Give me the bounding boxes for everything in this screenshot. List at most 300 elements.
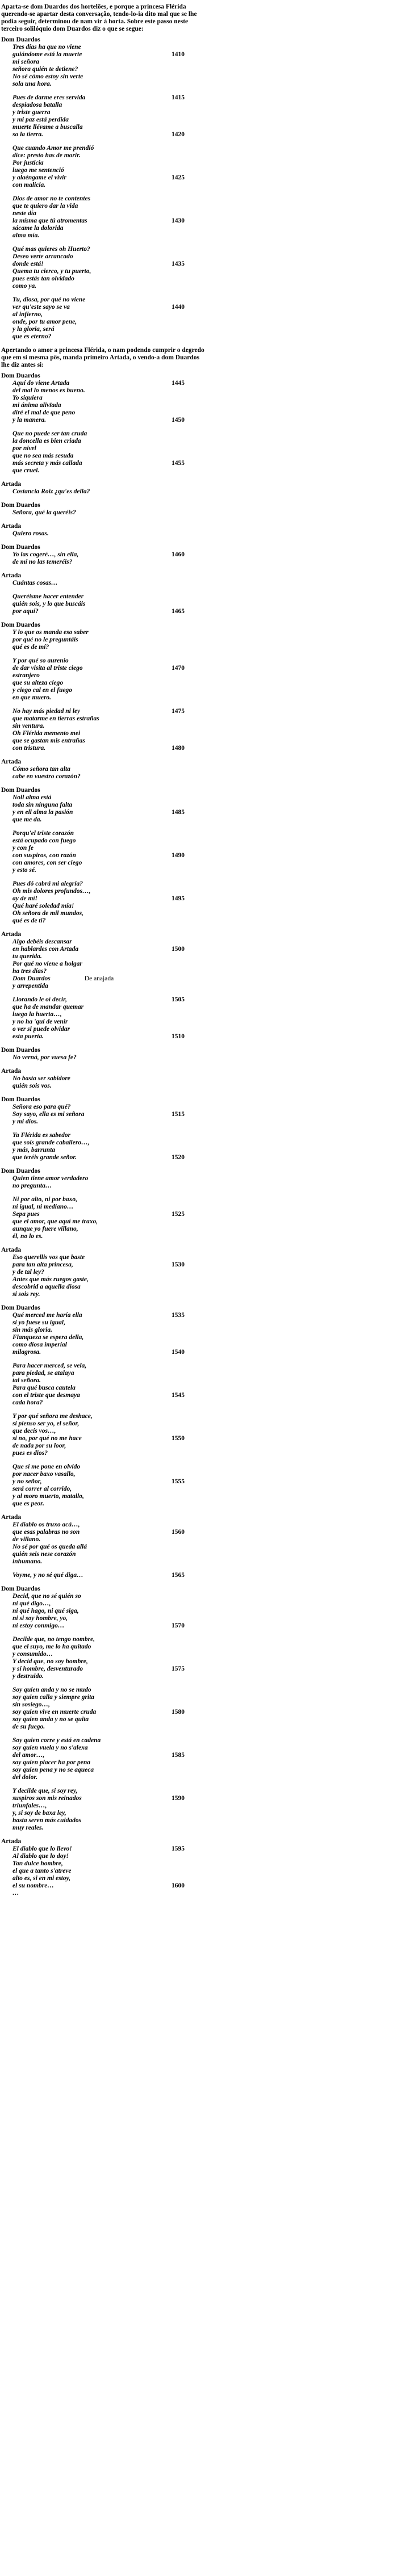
verse-line <box>12 687 393 694</box>
line-number: 1515 <box>172 1111 185 1118</box>
verse-line <box>12 1759 393 1767</box>
verse-text: soy quien placer ha por pena <box>12 1759 91 1766</box>
verse-text: dice: presto has de morir. <box>12 152 81 159</box>
verse-line <box>12 1882 393 1890</box>
stanza <box>0 1254 393 1298</box>
line-number: 1550 <box>172 1435 185 1442</box>
verse-text: luego me sentenció <box>12 167 64 174</box>
stanza <box>0 1593 393 1630</box>
verse-line <box>12 665 393 672</box>
line-number: 1415 <box>172 94 185 101</box>
stanza <box>0 1788 393 1832</box>
verse-text: no pregunta… <box>12 1182 52 1189</box>
line-number: 1410 <box>172 51 185 58</box>
verse-line <box>12 580 393 587</box>
stanza <box>0 1362 393 1407</box>
verse-text: que es eterno? <box>12 333 52 340</box>
verse-text: ni qué hago, ni qué siga, <box>12 1608 79 1614</box>
speech <box>0 593 393 615</box>
verse-line <box>12 225 393 232</box>
verse-line <box>12 1536 393 1543</box>
verse-text: y más, barrunta <box>12 1147 56 1153</box>
verse-line <box>12 1636 393 1643</box>
verse-line <box>12 794 393 802</box>
verse-text: y ciego cal en el fuego <box>12 687 73 694</box>
verse-text: Llorando le oí decir, <box>12 996 67 1003</box>
verse-text: de dar visita al triste ciego <box>12 665 83 672</box>
verse-text: Cómo señora tan alta <box>12 766 70 773</box>
line-number: 1575 <box>172 1665 185 1672</box>
stanza <box>0 1636 393 1680</box>
line-number: 1555 <box>172 1478 185 1485</box>
verse-line <box>12 1658 393 1665</box>
verse-text: y la gloria, será <box>12 326 55 333</box>
verse-text: muy reales. <box>12 1824 44 1831</box>
verse-line <box>12 559 393 566</box>
verse-text: y arrepentida <box>12 983 48 989</box>
verse-line <box>12 1875 393 1882</box>
verse-text: el que a tanto s'atreve <box>12 1868 72 1874</box>
verse-line <box>12 1018 393 1026</box>
verse-line <box>12 1385 393 1392</box>
verse-text: Antes que más ruegos gaste, <box>12 1276 89 1283</box>
verse-text: de nada por su loor, <box>12 1442 66 1449</box>
verse-line <box>12 203 393 210</box>
stanza <box>0 593 393 615</box>
verse-text: que su alteza ciego <box>12 679 64 686</box>
verse-line <box>12 395 393 402</box>
verse-text: Decid, que no sé quién so <box>12 1593 81 1600</box>
verse-line <box>12 1370 393 1377</box>
speech <box>0 1304 393 1508</box>
verse-text: luego la huerta…, <box>12 1011 62 1018</box>
verse-text: que teréis grande señor. <box>12 1154 77 1161</box>
verse-line <box>12 1147 393 1154</box>
verse-line <box>12 1463 393 1471</box>
verse-text: descobrid a aquella diosa <box>12 1283 81 1290</box>
verse-line <box>12 845 393 852</box>
verse-text: por qué no le preguntáis <box>12 636 78 643</box>
line-number: 1520 <box>172 1154 185 1161</box>
verse-text: de villano. <box>12 1536 41 1543</box>
verse-text: sin más gloria. <box>12 1327 52 1333</box>
verse-line <box>12 116 393 124</box>
stanza <box>0 1572 393 1579</box>
speech <box>0 1168 393 1190</box>
verse-text: si yo fuese su igual, <box>12 1319 65 1326</box>
verse-text: y con fe <box>12 845 34 851</box>
speaker-name: Artada <box>1 481 22 488</box>
verse-line <box>12 460 393 467</box>
verse-text: so la tierra. <box>12 131 43 138</box>
stanza <box>0 1104 393 1126</box>
verse-text: Señora eso para qué? <box>12 1104 71 1110</box>
verse-line <box>12 1054 393 1062</box>
speaker-name: Dom Duardos <box>1 1168 40 1174</box>
verse-line <box>12 109 393 116</box>
verse-text: que no sea más sesuda <box>12 452 74 459</box>
verse-line <box>12 1327 393 1334</box>
verse-line <box>12 1543 393 1551</box>
verse-text: Dom Duardos <box>12 975 51 982</box>
verse-text: de su fuego. <box>12 1723 45 1730</box>
verse-line <box>12 1334 393 1341</box>
verse-line <box>12 1269 393 1276</box>
stanza <box>0 766 393 781</box>
line-number: 1565 <box>172 1572 185 1579</box>
stanza <box>0 1075 393 1090</box>
verse-line <box>12 380 393 387</box>
verse-line <box>12 1233 393 1240</box>
verse-line <box>12 1723 393 1731</box>
speech <box>0 1132 393 1161</box>
verse-text: al infierno, <box>12 311 43 318</box>
stanza <box>0 488 393 496</box>
verse-text: por nivel <box>12 445 36 452</box>
verse-text: milagrosa. <box>12 1349 41 1356</box>
verse-text: Qué haré soledad mía! <box>12 903 74 909</box>
line-number: 1490 <box>172 852 185 859</box>
verse-line <box>12 1600 393 1608</box>
line-number: 1495 <box>172 895 185 902</box>
verse-text: para tan alta princesa, <box>12 1261 73 1268</box>
verse-text: Tu, diosa, por qué no viene <box>12 296 86 303</box>
verse-line <box>12 1521 393 1529</box>
verse-line <box>12 715 393 723</box>
verse-line <box>12 268 393 275</box>
verse-line <box>12 1413 393 1420</box>
verse-line <box>12 1752 393 1759</box>
verse-line <box>12 1319 393 1327</box>
verse-text: suspiros son mis reinados <box>12 1795 82 1802</box>
stanza <box>0 551 393 566</box>
speech <box>0 622 393 752</box>
verse-line <box>12 1033 393 1041</box>
verse-text: Voyme, y no sé qué diga… <box>12 1572 83 1579</box>
verse-text: soy quien vuela y no s'alexa <box>12 1744 88 1751</box>
verse-line <box>12 1196 393 1203</box>
line-number: 1470 <box>172 665 185 672</box>
verse-line <box>12 1291 393 1298</box>
verse-text: que se gastan mis entrañas <box>12 737 85 744</box>
line-number: 1570 <box>172 1622 185 1629</box>
verse-line <box>12 1026 393 1033</box>
stanza <box>0 657 393 702</box>
verse-text: Ni por alto, ni por baxo, <box>12 1196 78 1203</box>
line-number: 1560 <box>172 1529 185 1535</box>
verse-text: quién seis nese corazón <box>12 1551 76 1558</box>
verse-line <box>12 895 393 903</box>
verse-line <box>12 837 393 845</box>
verse-text: del mal lo menos es bueno. <box>12 387 85 394</box>
verse-text: y sí hombre, desventurado <box>12 1665 83 1672</box>
speaker-name: Dom Duardos <box>1 1047 40 1054</box>
verse-text: onde, por tu amor pene, <box>12 318 77 325</box>
verse-line <box>12 51 393 58</box>
verse-text: ni si soy hombre, yo, <box>12 1615 68 1622</box>
verse-text: triunfales…, <box>12 1802 47 1809</box>
verse-text: que el suyo, me lo ha quitado <box>12 1643 91 1650</box>
verse-text: Soy quien anda y no se mudo <box>12 1686 91 1693</box>
verse-line <box>12 210 393 217</box>
speech <box>0 523 393 538</box>
verse-text: más secreta y más callada <box>12 460 82 467</box>
speaker-name: Dom Duardos <box>1 622 40 628</box>
verse-line <box>12 737 393 745</box>
speech <box>0 544 393 566</box>
verse-line <box>12 1486 393 1493</box>
stanza <box>0 794 393 824</box>
speaker-name: Artada <box>1 1247 22 1253</box>
verse-line <box>12 773 393 781</box>
line-number: 1600 <box>172 1882 185 1889</box>
verse-text: la mísma que tú atromentas <box>12 217 87 224</box>
verse-text: No sé cómo estoy sin verte <box>12 73 83 80</box>
verse-text: y consumido… <box>12 1651 53 1658</box>
line-number: 1435 <box>172 261 185 267</box>
verse-line <box>12 1428 393 1435</box>
verse-text: pues es dios? <box>12 1450 48 1457</box>
verse-line <box>12 1111 393 1118</box>
verse-line <box>12 809 393 816</box>
verse-line <box>12 938 393 946</box>
line-number: 1455 <box>172 460 185 467</box>
verse-text: Deseo verte arrancado <box>12 253 73 260</box>
verse-text: que me da. <box>12 816 42 823</box>
verse-line <box>12 1622 393 1630</box>
verse-text: que es peor. <box>12 1500 44 1507</box>
stanza <box>0 380 393 424</box>
verse-text: mi ánima alivïada <box>12 402 61 409</box>
verse-line <box>12 1276 393 1283</box>
verse-line <box>12 1132 393 1139</box>
verse-line <box>12 975 393 983</box>
verse-text: que decís vos…, <box>12 1428 56 1434</box>
verse-line <box>12 44 393 51</box>
verse-text: Para hacer merced, se vela, <box>12 1362 87 1369</box>
verse-line <box>12 1665 393 1673</box>
verse-text: y mi dios. <box>12 1118 39 1125</box>
verse-line <box>12 283 393 290</box>
stanza <box>0 629 393 651</box>
verse-line <box>12 953 393 960</box>
verse-text: si pienso ser yo, el señor, <box>12 1420 80 1427</box>
verse-text: Que cuando Amor me prendió <box>12 145 94 152</box>
verse-line <box>12 730 393 737</box>
verse-line <box>12 1283 393 1291</box>
verse-text: ni qué digo…, <box>12 1600 51 1607</box>
speech <box>0 931 393 990</box>
line-number: 1580 <box>172 1709 185 1715</box>
intro-paragraph-2: Apertando o amor a princesa Flérida, o nam podendo cumprir o degredo que em si mesma pôs, manda primeiro Artada, o vendo-a dom Duardos lhe diz antes si: <box>1 347 204 368</box>
verse-line <box>12 182 393 189</box>
verse-text: estranjero <box>12 672 40 679</box>
speaker-name: Dom Duardos <box>1 1585 40 1592</box>
verse-line <box>12 1767 393 1774</box>
verse-line <box>12 1686 393 1694</box>
verse-line <box>12 1788 393 1795</box>
line-number: 1460 <box>172 551 185 558</box>
stanza <box>0 195 393 240</box>
line-number: 1450 <box>172 417 185 423</box>
verse-text: con malicia. <box>12 182 46 188</box>
verse-text: Señora, qué la queréis? <box>12 509 76 516</box>
verse-line <box>12 672 393 679</box>
verse-line <box>12 1004 393 1011</box>
verse-text: Yo las cogeré…, sin ella, <box>12 551 79 558</box>
verse-text: Y por qué señora me deshace, <box>12 1413 93 1420</box>
verse-line <box>12 1226 393 1233</box>
verse-line <box>12 452 393 460</box>
verse-line <box>12 445 393 452</box>
verse-text: por aquí? <box>12 608 39 615</box>
verse-line <box>12 66 393 73</box>
stanza <box>0 1054 393 1062</box>
verse-text: Yo siquiera <box>12 395 43 401</box>
stanza <box>0 296 393 341</box>
verse-line <box>12 1795 393 1802</box>
verse-line <box>12 1716 393 1723</box>
verse-text: Por justicia <box>12 160 44 166</box>
line-number: 1430 <box>172 217 185 224</box>
verse-text: inhumano. <box>12 1558 43 1565</box>
verse-text: él, no lo es. <box>12 1233 43 1240</box>
verse-text: neste día <box>12 210 36 217</box>
stanza <box>0 1132 393 1161</box>
verse-text: Quema tu cierco, y tu puerto, <box>12 268 91 275</box>
verse-text: si sois rey. <box>12 1291 40 1298</box>
stanza <box>0 509 393 517</box>
line-number: 1585 <box>172 1752 185 1759</box>
verse-line <box>12 1845 393 1853</box>
verse-text: No basta ser sabidore <box>12 1075 70 1082</box>
verse-text: No verná, por vuesa fe? <box>12 1054 77 1061</box>
verse-line <box>12 601 393 608</box>
verse-text: que esas palabras no son <box>12 1529 80 1535</box>
verse-text: Costancia Roiz ¿qu'es della? <box>12 488 90 495</box>
verse-text: y no ha 'quí de venir <box>12 1018 68 1025</box>
verse-text: como ya. <box>12 283 37 290</box>
verse-text: Pues dó cabrá mi alegría? <box>12 880 83 887</box>
verse-text: como diosa imperial <box>12 1341 67 1348</box>
speech <box>0 996 393 1041</box>
verse-line <box>12 232 393 240</box>
verse-line <box>12 333 393 341</box>
verse-line <box>12 708 393 715</box>
verse-line <box>12 880 393 888</box>
verse-line <box>12 311 393 318</box>
stanza <box>0 1686 393 1731</box>
verse-text: y alaéngame el vivir <box>12 174 66 181</box>
verse-line <box>12 58 393 66</box>
verse-line <box>12 1615 393 1622</box>
verse-text: ha tres días? <box>12 968 47 975</box>
verse-text: Por qué no viene a holgar <box>12 960 82 967</box>
verse-line <box>12 1694 393 1701</box>
stanza <box>0 708 393 752</box>
verse-line <box>12 1435 393 1442</box>
verse-text: ni estoy conmigo… <box>12 1622 65 1629</box>
verse-line <box>12 903 393 910</box>
verse-text: Eso querellis vos que baste <box>12 1254 85 1261</box>
verse-text: para piedad, se atalaya <box>12 1370 74 1377</box>
speaker-name: Dom Duardos <box>1 544 40 551</box>
verse-text: donde está! <box>12 261 44 267</box>
verse-line <box>12 1218 393 1226</box>
stanza <box>0 1196 393 1240</box>
verse-line <box>12 644 393 651</box>
verse-line <box>12 1810 393 1817</box>
verse-text: Noll alma está <box>12 794 52 801</box>
speaker-name: Dom Duardos <box>1 1304 40 1311</box>
verse-line <box>12 1853 393 1860</box>
verse-text: si no, por qué no me hace <box>12 1435 82 1442</box>
verse-text: Oh señora de mil mundos, <box>12 910 83 917</box>
verse-text: el su nombre… <box>12 1882 54 1889</box>
verse-line <box>12 802 393 809</box>
verse-line <box>12 1392 393 1399</box>
verse-text: y esto sé. <box>12 867 36 874</box>
line-number: 1535 <box>172 1312 185 1319</box>
verse-text: sin ventura. <box>12 723 45 729</box>
verse-line <box>12 326 393 333</box>
verse-text: del dolor. <box>12 1774 38 1781</box>
verse-line <box>12 1254 393 1261</box>
verse-text: Flanqueza se espera della, <box>12 1334 84 1341</box>
verse-line <box>12 1399 393 1407</box>
verse-line <box>12 1154 393 1161</box>
verse-line <box>12 261 393 268</box>
verse-text: … <box>12 1890 19 1897</box>
verse-text: soy quien pena y no se aqueca <box>12 1767 94 1773</box>
verse-text: por nacer baxo vasallo, <box>12 1471 76 1478</box>
verse-line <box>12 1442 393 1450</box>
line-number: 1420 <box>172 131 185 138</box>
verse-line <box>12 387 393 395</box>
verse-text: El diablo que lo llevo! <box>12 1845 72 1852</box>
verse-line <box>12 1083 393 1090</box>
stanza <box>0 44 393 88</box>
verse-text: con tristura. <box>12 745 46 752</box>
verse-line <box>12 1500 393 1508</box>
verse-line <box>12 1824 393 1832</box>
verse-line <box>12 174 393 182</box>
verse-text: de mí no las temeréis? <box>12 559 73 565</box>
verse-line <box>12 910 393 917</box>
speaker-name: Dom Duardos <box>1 787 40 794</box>
verse-line <box>12 1182 393 1190</box>
line-number: 1480 <box>172 745 185 752</box>
verse-line <box>12 1139 393 1147</box>
verse-line <box>12 145 393 152</box>
verse-text: Soy quien corre y está en cadena <box>12 1737 101 1744</box>
verse-line <box>12 1817 393 1824</box>
verse-line <box>12 304 393 311</box>
verse-text: El diablo os truxo acá…, <box>12 1521 80 1528</box>
speech <box>0 758 393 781</box>
verse-text: con suspiros, con razón <box>12 852 76 859</box>
verse-line <box>12 830 393 837</box>
stage-aside: De anajada <box>84 975 114 982</box>
stanza <box>0 938 393 990</box>
verse-line <box>12 94 393 102</box>
verse-line <box>12 608 393 615</box>
verse-text: Y lo que os manda eso saber <box>12 629 89 636</box>
verse-text: Quien tiene amor verdadero <box>12 1175 89 1182</box>
stanza <box>0 830 393 874</box>
verse-text: Sepa pues <box>12 1211 40 1218</box>
speaker-name: Artada <box>1 1514 22 1521</box>
